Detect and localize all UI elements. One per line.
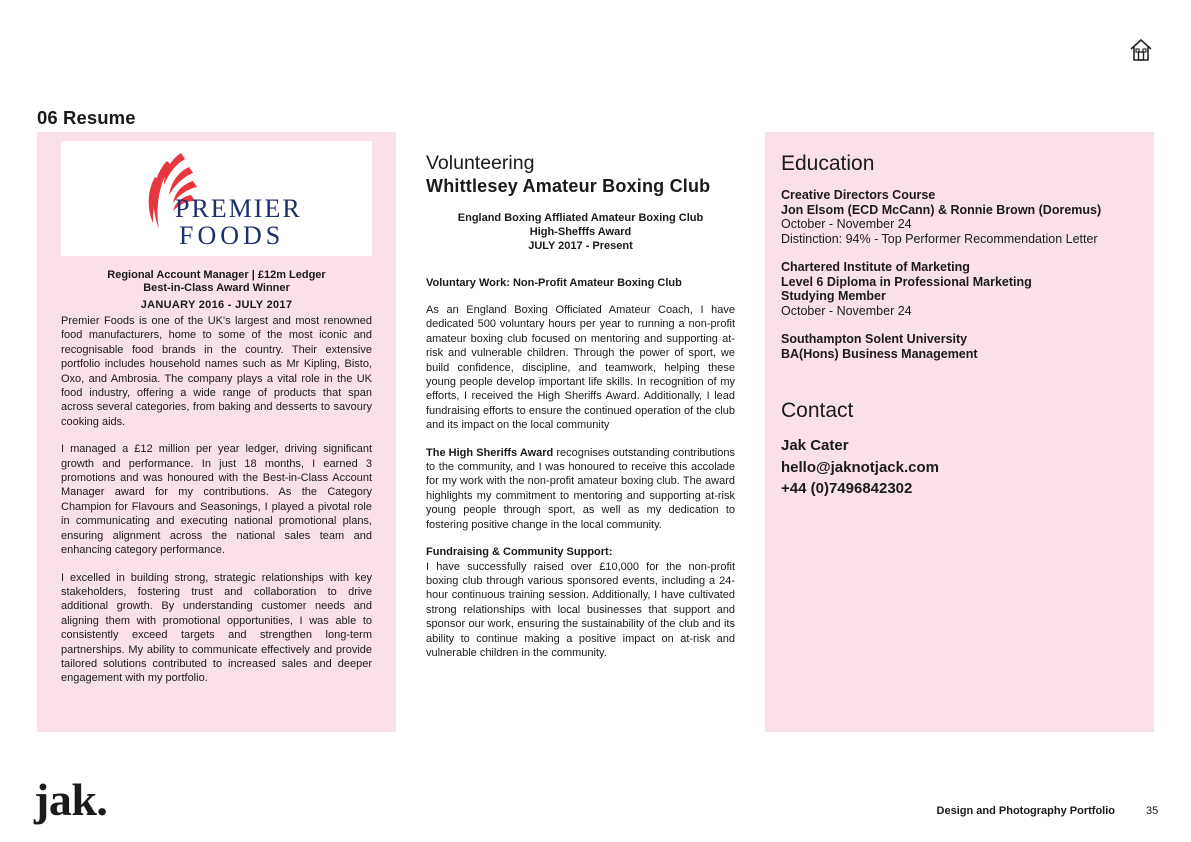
award-text: recognises outstanding contributions to the community, and I was honoured to receive this accolade for my work with the non-profit amateur boxing club. The award highlights my commitment to mentoring and supporting at-risk young people through sport, as well as my dedication to fostering positive change in the local community. (426, 446, 735, 531)
education-contact-panel (765, 132, 1154, 732)
work-title: Voluntary Work: Non-Profit Amateur Boxing Club (426, 277, 682, 289)
award-bold: The High Sheriffs Award (426, 446, 554, 459)
portfolio-label: Design and Photography Portfolio (936, 805, 1115, 817)
contact-name: Jak Cater (781, 437, 849, 454)
education-item-creative-directors (781, 188, 1138, 246)
brand-logo: jak. (34, 774, 108, 825)
relationships-paragraph: I excelled in building strong, strategic relationships with key stakeholders, fostering trust and collaboration to drive additional growth. By understanding customer needs and aligning them with promotional opportunities, I was able to consistently exceed targets and strengthen long-term partnerships. My ability to communicate effectively and provide tailored solutions contributed to increased sales and deeper engagement with my portfolio. (61, 571, 372, 685)
fundraising-title: Fundraising & Community Support: (426, 546, 613, 559)
logo-text-premier: PREMIER (175, 194, 302, 223)
role-title-line1: Regional Account Manager | £12m Ledger (107, 269, 326, 281)
home-icon[interactable] (1128, 37, 1154, 63)
logo-text-foods: FOODS (179, 221, 285, 250)
education-heading: Education (781, 152, 875, 175)
experience-panel (37, 132, 396, 732)
achievement-paragraph: I managed a £12 million per year ledger, driving significant growth and performance. In just 18 months, I earned 3 promotions and was honoured with the Best-in-Class Account Manager award for my contributions. As the Category Champion for Flavours and Seasonings, I played a pivotal role in communicating and executing national promotional plans, ensuring alignment across the national sales team and enhancing category performance. (61, 443, 372, 557)
education-item-cim (781, 260, 1138, 318)
contact-phone[interactable]: +44 (0)7496842302 (781, 480, 913, 497)
membership-status: Studying Member (781, 289, 886, 303)
course-title: Creative Directors Course (781, 188, 936, 202)
role-title-line2: Best-in-Class Award Winner (143, 282, 290, 294)
role-dates: JANUARY 2016 - JULY 2017 (140, 299, 293, 311)
premier-foods-logo (61, 141, 372, 256)
role-title (61, 269, 372, 295)
page-number: 35 (1146, 805, 1159, 817)
coach-paragraph: As an England Boxing Officiated Amateur Coach, I have dedicated 500 voluntary hours per year to running a non-profit amateur boxing club focused on mentoring and supporting at-risk and vulnerable children. Through the power of sport, we build confidence, discipline, and teamwork, helping these young people develop important life skills. In recognition of my efforts, I received the High Sheriffs Award. Additionally, I lead fundraising efforts to ensure the continued operation of the club and its impact on the local community (426, 304, 735, 432)
club-affiliation: England Boxing Affliated Amateur Boxing Club (457, 212, 704, 224)
university-name: Southampton Solent University (781, 332, 968, 346)
volunteer-dates: JULY 2017 - Present (528, 240, 633, 252)
organisation-name: Whittlesey Amateur Boxing Club (426, 176, 711, 196)
course-tutors: Jon Elsom (ECD McCann) & Ronnie Brown (Doremus) (781, 202, 1102, 217)
course-result: Distinction: 94% - Top Performer Recommendation Letter (781, 231, 1098, 246)
volunteering-panel (396, 132, 765, 732)
award-name: High-Shefffs Award (529, 226, 632, 238)
award-paragraph (426, 446, 735, 532)
education-item-university (781, 332, 1138, 361)
degree-name: BA(Hons) Business Management (781, 346, 978, 361)
contact-heading: Contact (781, 399, 854, 422)
company-paragraph: Premier Foods is one of the UK's largest and most renowned food manufacturers, home to some of the most iconic and recognisable food brands in the country. Their extensive portfolio includes household names such as Mr Kipling, Bisto, Oxo, and Ambrosia. The company plays a vital role in the UK food industry, offering a wide range of products that span across several categories, from baking and desserts to savoury cooking aids. (61, 315, 372, 428)
volunteering-heading: Volunteering (426, 152, 535, 174)
institute-name: Chartered Institute of Marketing (781, 260, 970, 274)
diploma-dates: October - November 24 (781, 303, 912, 318)
section-title: 06 Resume (37, 107, 136, 128)
diploma-name: Level 6 Diploma in Professional Marketing (781, 274, 1032, 289)
contact-email[interactable]: hello@jaknotjack.com (781, 458, 940, 476)
fundraising-paragraph: I have successfully raised over £10,000 for the non-profit boxing club through various sponsored events, including a 24-hour continuous training session. Additionally, I have cultivated strong relationships with local businesses that support and sponsor our work, ensuring the sustainability of the club and its ability to continue making a positive impact on at-risk and vulnerable children in the community. (426, 560, 735, 659)
course-dates: October - November 24 (781, 217, 912, 231)
